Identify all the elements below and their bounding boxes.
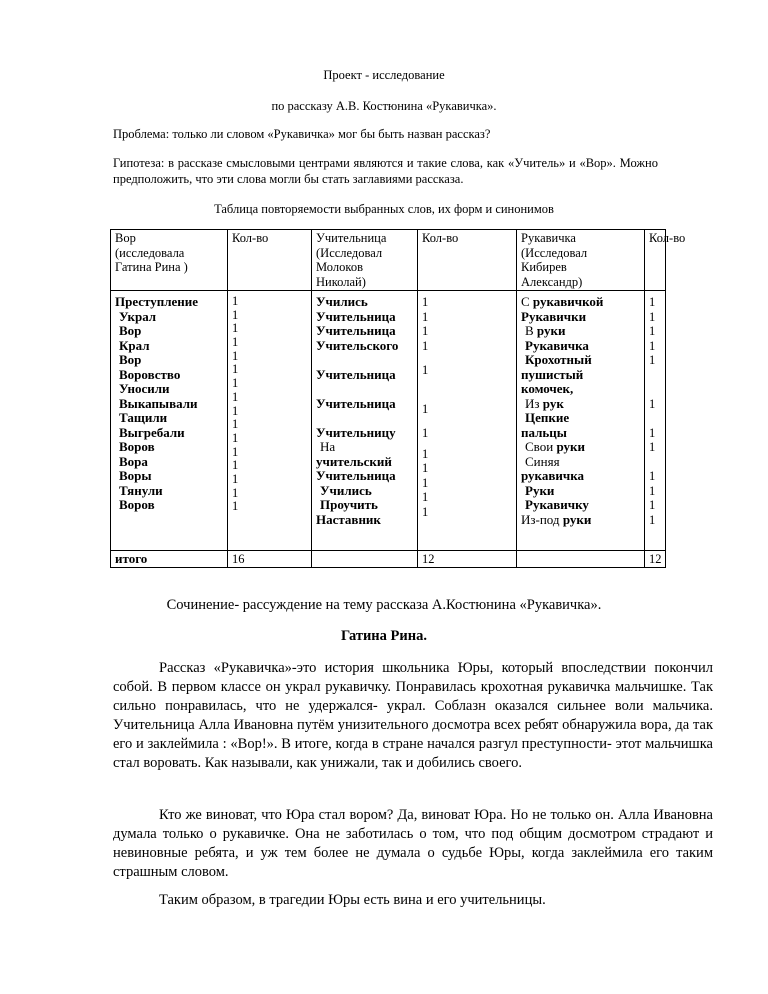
essay-title: Сочинение- рассуждение на тему рассказа А.Костюнина «Рукавичка». bbox=[166, 597, 602, 613]
total-uch: 12 bbox=[418, 551, 517, 568]
essay-author: Гатина Рина. bbox=[341, 628, 427, 644]
project-title: Проект - исследование bbox=[323, 68, 445, 82]
ruk-words-cell: С рукавичкой Рукавички В руки Рукавичка Крохотный пушистый комочек, Из рук Цепкие пальцы Свои руки Синяя рукавичка Руки Рукавичку Из-под руки bbox=[517, 291, 645, 551]
header-rukavichka: Рукавичка (Исследовал Кибирев Александр) bbox=[517, 230, 645, 291]
vor-words-cell: Преступление Украл Вор Крал Вор Воровство Уносили Выкапывали Тащили Выгребали Воров Вора Воры Тянули Воров bbox=[111, 291, 228, 551]
project-subtitle: по рассказу А.В. Костюнина «Рукавичка». bbox=[271, 99, 497, 113]
header-vor: Вор (исследовала Гатина Рина ) bbox=[111, 230, 228, 291]
essay-paragraph-2: Кто же виноват, что Юра стал вором? Да, виноват Юра. Но не только он. Алла Ивановна думала только о рукавичке. Она не заботилась о том, что под общим досмотром страдают и невиновные ребята, и уж тем более не думала о судьбе Юры, когда заклеймила его таким страшным словом. bbox=[113, 807, 713, 880]
uch-counts-cell: 1 1 1 1 1 1 1 1 1 1 1 1 bbox=[418, 291, 517, 551]
table-caption: Таблица повторяемости выбранных слов, их форм и синонимов bbox=[214, 202, 554, 216]
table-total-row bbox=[111, 551, 666, 568]
total-label: итого bbox=[111, 551, 228, 568]
uch-words-cell: Учились Учительница Учительница Учительского Учительница Учительница Учительницу На учительский Учительница Учились Проучить Наставник bbox=[312, 291, 418, 551]
essay-paragraph-3: Таким образом, в трагедии Юры есть вина и его учительницы. bbox=[159, 892, 546, 908]
vor-counts-cell: 1 1 1 1 1 1 1 1 1 1 1 1 1 1 1 1 bbox=[228, 291, 312, 551]
total-ruk-empty bbox=[517, 551, 645, 568]
hypothesis-statement: Гипотеза: в рассказе смысловыми центрами являются и такие слова, как «Учитель» и «Вор». Можно предположить, что эти слова могли бы стать заглавиями рассказа. bbox=[113, 156, 658, 186]
total-uch-empty bbox=[312, 551, 418, 568]
essay-paragraph-1: Рассказ «Рукавичка»-это история школьника Юры, который впоследствии покончил собой. В первом классе он украл рукавичку. Понравилась крохотная рукавичка мальчишке. Так сильно понравилась, что не удержался- украл. Соблазн оказался сильнее воли мальчика. Учительница Алла Ивановна путём унизительного досмотра всех ребят обнаружила вора, да так его и заклеймила : «Вор!». В итоге, когда в стране начался разгул преступности- этот мальчишка стал воровать. Как называли, как унижали, так и добились своего. bbox=[113, 660, 713, 771]
header-uchitelnica: Учительница (Исследовал Молоков Николай) bbox=[312, 230, 418, 291]
header-count-uch: Кол-во bbox=[418, 230, 517, 291]
table-body-row bbox=[111, 291, 666, 551]
header-count-ruk: Кол-во bbox=[645, 230, 666, 291]
total-ruk: 12 bbox=[645, 551, 666, 568]
total-vor: 16 bbox=[228, 551, 312, 568]
header-count-vor: Кол-во bbox=[228, 230, 312, 291]
word-frequency-table bbox=[110, 229, 686, 568]
ruk-counts-cell: 1 1 1 1 1 1 1 1 1 1 1 1 bbox=[645, 291, 666, 551]
problem-statement: Проблема: только ли словом «Рукавичка» мог бы быть назван рассказ? bbox=[113, 127, 491, 141]
table-header-row bbox=[111, 230, 666, 291]
